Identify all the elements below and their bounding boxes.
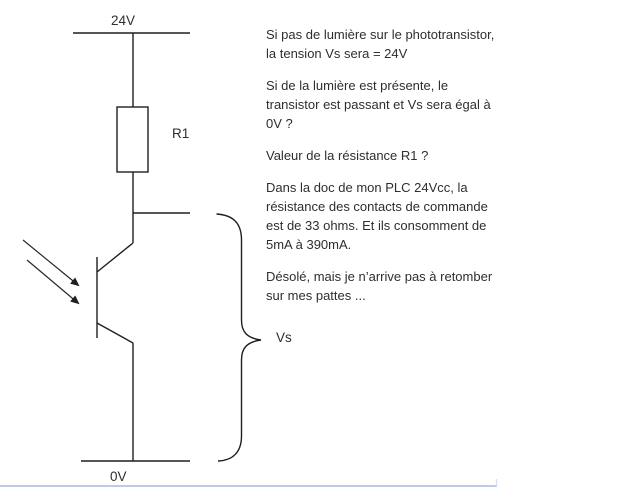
note-line: est de 33 ohms. Et ils consomment de (266, 218, 487, 233)
note-paragraph (266, 76, 626, 133)
note-line: transistor est passant et Vs sera égal à (266, 97, 491, 112)
note-line: Dans la doc de mon PLC 24Vcc, la (266, 180, 468, 195)
label-24v: 24V (111, 13, 136, 28)
emitter-diagonal (97, 323, 133, 343)
note-paragraph (266, 25, 626, 63)
vs-brace (217, 214, 262, 461)
note-line: Désolé, mais je n’arrive pas à retomber (266, 269, 493, 284)
label-0v: 0V (110, 469, 127, 484)
light-arrow-icon (27, 260, 78, 303)
note-line: sur mes pattes ... (266, 288, 366, 303)
light-arrow-icon (23, 240, 78, 285)
note-paragraph (266, 178, 626, 254)
note-paragraph (266, 146, 626, 165)
phototransistor-symbol (97, 243, 133, 343)
note-line: résistance des contacts de commande (266, 199, 488, 214)
note-line: Si pas de lumière sur le phototransistor, (266, 27, 495, 42)
note-line: Si de la lumière est présente, le (266, 78, 449, 93)
notes-text-block (266, 25, 626, 318)
resistor-symbol (117, 107, 148, 172)
note-paragraph (266, 267, 626, 305)
note-line: la tension Vs sera = 24V (266, 46, 408, 61)
collector-diagonal (97, 243, 133, 272)
label-vs: Vs (276, 330, 292, 345)
note-line: 0V ? (266, 116, 293, 131)
label-r1: R1 (172, 126, 190, 141)
note-line: Valeur de la résistance R1 ? (266, 148, 429, 163)
note-line: 5mA à 390mA. (266, 237, 352, 252)
